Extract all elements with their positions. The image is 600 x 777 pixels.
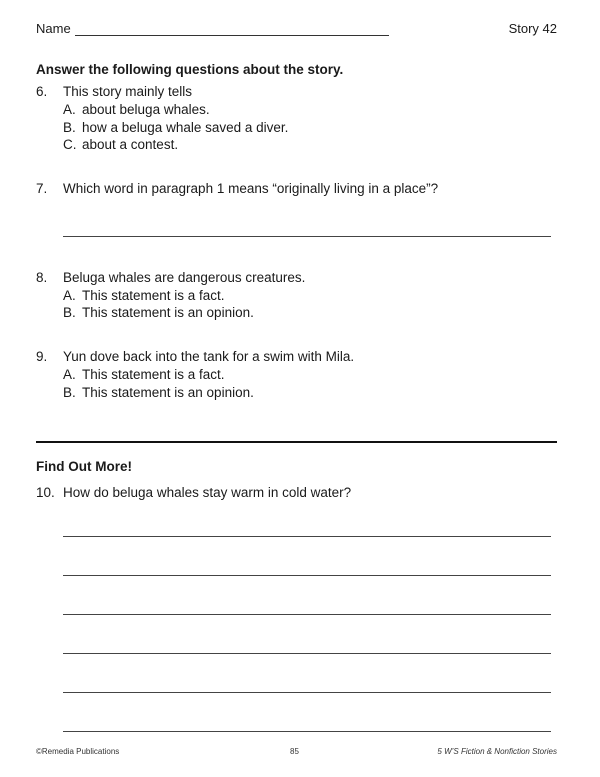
question-number: 10. xyxy=(36,485,55,500)
answer-option[interactable] xyxy=(63,304,254,321)
question-text: Beluga whales are dangerous creatures. xyxy=(63,270,306,285)
answer-option[interactable] xyxy=(63,384,254,401)
option-letter: B. xyxy=(63,385,76,400)
answer-line[interactable] xyxy=(63,575,551,576)
answer-option[interactable] xyxy=(63,136,178,153)
option-text: about a contest. xyxy=(82,137,179,152)
footer-publisher: ©Remedia Publications xyxy=(36,747,120,756)
question-text: Yun dove back into the tank for a swim with Mila. xyxy=(63,349,355,364)
section-heading: Answer the following questions about the story. xyxy=(36,62,344,77)
name-input-line[interactable] xyxy=(75,35,389,36)
option-letter: A. xyxy=(63,102,76,117)
answer-option[interactable] xyxy=(63,366,225,383)
option-text: This statement is a fact. xyxy=(82,367,225,382)
option-letter: B. xyxy=(63,120,76,135)
story-label: Story 42 xyxy=(508,21,557,36)
question-text: How do beluga whales stay warm in cold water? xyxy=(63,485,352,500)
footer-book-title: 5 W’S Fiction & Nonfiction Stories xyxy=(437,747,557,756)
option-text: This statement is a fact. xyxy=(82,288,225,303)
option-letter: B. xyxy=(63,305,76,320)
answer-line[interactable] xyxy=(63,692,551,693)
question-number: 6. xyxy=(36,84,48,99)
option-letter: A. xyxy=(63,367,76,382)
answer-line[interactable] xyxy=(63,236,551,237)
option-letter: C. xyxy=(63,137,77,152)
answer-line[interactable] xyxy=(63,653,551,654)
answer-line[interactable] xyxy=(63,536,551,537)
name-label: Name xyxy=(36,21,71,36)
page-number: 85 xyxy=(290,747,299,756)
answer-option[interactable] xyxy=(63,287,225,304)
option-text: how a beluga whale saved a diver. xyxy=(82,120,289,135)
section-divider xyxy=(36,441,557,443)
question-text: This story mainly tells xyxy=(63,84,193,99)
option-text: about beluga whales. xyxy=(82,102,210,117)
question-number: 9. xyxy=(36,349,48,364)
option-text: This statement is an opinion. xyxy=(82,385,254,400)
answer-line[interactable] xyxy=(63,614,551,615)
answer-line[interactable] xyxy=(63,731,551,732)
answer-option[interactable] xyxy=(63,119,288,136)
option-letter: A. xyxy=(63,288,76,303)
question-number: 8. xyxy=(36,270,48,285)
question-text: Which word in paragraph 1 means “originally living in a place”? xyxy=(63,181,439,196)
option-text: This statement is an opinion. xyxy=(82,305,254,320)
find-out-more-heading: Find Out More! xyxy=(36,459,132,474)
question-number: 7. xyxy=(36,181,48,196)
answer-option[interactable] xyxy=(63,101,210,118)
